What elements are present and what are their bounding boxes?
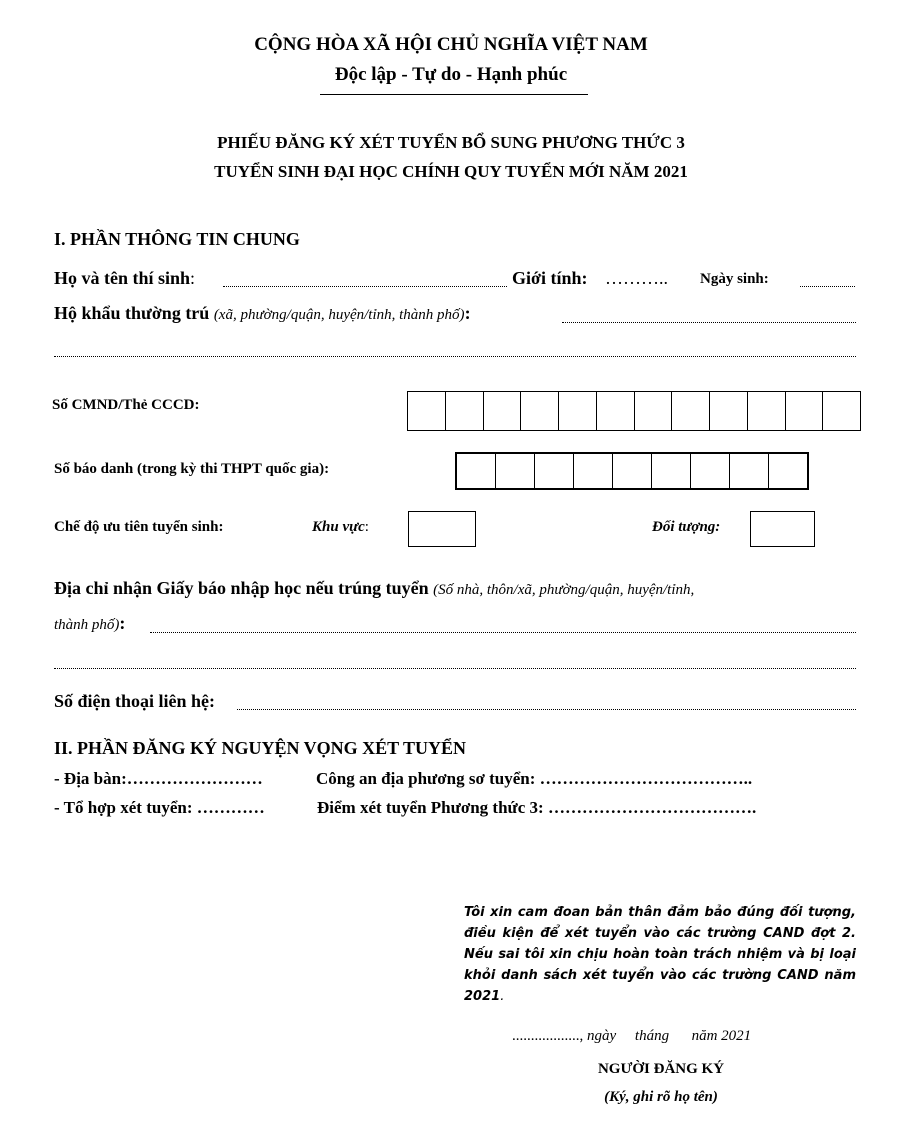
sbd-digit-box[interactable] [652, 454, 691, 488]
sbd-digit-box[interactable] [769, 454, 807, 488]
gender-label: Giới tính: [512, 268, 588, 288]
dob-label: Ngày sinh: [700, 271, 769, 287]
pledge-period: . [500, 989, 505, 1004]
address-hint: (Số nhà, thôn/xã, phường/quận, huyện/tỉnh, [433, 582, 695, 598]
area-field[interactable]: - Địa bàn:…………………… [54, 769, 263, 788]
id-digit-box[interactable] [748, 392, 786, 430]
priority-label: Chế độ ưu tiên tuyển sinh: [54, 519, 224, 535]
sbd-digit-box[interactable] [691, 454, 730, 488]
country-name: CỘNG HÒA XÃ HỘI CHỦ NGHĨA VIỆT NAM [254, 34, 648, 55]
id-digit-box[interactable] [710, 392, 748, 430]
date-text: ngày tháng năm 2021 [587, 1028, 752, 1044]
id-digit-box[interactable] [786, 392, 824, 430]
address-label-group [54, 578, 694, 599]
residence-field-line1[interactable] [562, 322, 856, 323]
residence-label-group [54, 303, 471, 324]
residence-field-line2[interactable] [54, 356, 856, 357]
date-dots[interactable]: .................., [512, 1028, 584, 1044]
phone-label: Số điện thoại liên hệ: [54, 691, 216, 711]
id-digit-box[interactable] [635, 392, 673, 430]
address-field-line2[interactable] [54, 668, 856, 669]
address-hint-continued: thành phố) [54, 617, 120, 633]
residence-colon: : [464, 303, 471, 323]
id-digit-box[interactable] [484, 392, 522, 430]
sbd-digit-box[interactable] [457, 454, 496, 488]
date-line [512, 1028, 751, 1045]
sbd-digit-box[interactable] [535, 454, 574, 488]
residence-label: Hộ khẩu thường trú [54, 303, 210, 323]
gender-field[interactable]: ……….. [605, 268, 668, 288]
id-digit-box[interactable] [521, 392, 559, 430]
pledge-body: Tôi xin cam đoan bản thân đảm bảo đúng đối tượng, điều kiện để xét tuyển vào các trường CAND đợt 2. Nếu sai tôi xin chịu hoàn toàn trách nhiệm và bị loại khỏi danh sách xét tuyển vào các trường CAND năm 2021 [464, 905, 856, 1004]
sbd-digit-box[interactable] [613, 454, 652, 488]
name-field[interactable] [223, 286, 507, 287]
object-label: Đối tượng: [652, 519, 721, 535]
address-hint2-group [54, 613, 125, 634]
section1-heading: I. PHẦN THÔNG TIN CHUNG [54, 229, 300, 249]
signer-note: (Ký, ghi rõ họ tên) [604, 1089, 718, 1105]
motto-underline [320, 94, 588, 95]
sbd-digit-box[interactable] [496, 454, 535, 488]
id-label: Số CMND/Thẻ CCCD: [52, 397, 200, 413]
address-colon: : [119, 613, 126, 633]
section2-heading: II. PHẦN ĐĂNG KÝ NGUYỆN VỌNG XÉT TUYỂN [54, 738, 467, 758]
pledge-text [464, 902, 856, 1007]
name-colon: : [190, 268, 196, 288]
score-field[interactable]: Điểm xét tuyển Phương thức 3: ………………………………. [317, 798, 757, 817]
area-box[interactable] [408, 511, 476, 547]
address-label: Địa chỉ nhận Giấy báo nhập học nếu trúng tuyển [54, 578, 429, 598]
name-label: Họ và tên thí sinh [54, 268, 191, 288]
area-label-group [312, 519, 369, 536]
area-colon: : [364, 519, 369, 535]
name-label-group [54, 268, 195, 289]
id-digit-box[interactable] [597, 392, 635, 430]
form-title-line1: PHIẾU ĐĂNG KÝ XÉT TUYỂN BỔ SUNG PHƯƠNG THỨC 3 [217, 133, 685, 152]
address-field-line1[interactable] [150, 632, 856, 633]
combo-field[interactable]: - Tổ hợp xét tuyển: ………… [54, 798, 265, 817]
area-label: Khu vực [312, 519, 365, 535]
motto: Độc lập - Tự do - Hạnh phúc [334, 64, 568, 85]
residence-hint: (xã, phường/quận, huyện/tỉnh, thành phố) [213, 307, 465, 323]
id-digit-box[interactable] [823, 392, 860, 430]
id-number-boxes[interactable] [407, 391, 861, 431]
id-digit-box[interactable] [446, 392, 484, 430]
sbd-label: Số báo danh (trong kỳ thi THPT quốc gia): [54, 461, 330, 477]
id-digit-box[interactable] [672, 392, 710, 430]
sbd-digit-box[interactable] [730, 454, 769, 488]
sbd-digit-box[interactable] [574, 454, 613, 488]
form-title-line2: TUYỂN SINH ĐẠI HỌC CHÍNH QUY TUYỂN MỚI NĂM 2021 [214, 162, 688, 181]
dob-field[interactable] [800, 286, 855, 287]
sbd-boxes[interactable] [455, 452, 809, 490]
object-box[interactable] [750, 511, 815, 547]
id-digit-box[interactable] [559, 392, 597, 430]
signer-title: NGƯỜI ĐĂNG KÝ [597, 1061, 725, 1077]
police-field[interactable]: Công an địa phương sơ tuyển: ……………………………….. [316, 769, 753, 788]
id-digit-box[interactable] [408, 392, 446, 430]
phone-field[interactable] [237, 709, 856, 710]
